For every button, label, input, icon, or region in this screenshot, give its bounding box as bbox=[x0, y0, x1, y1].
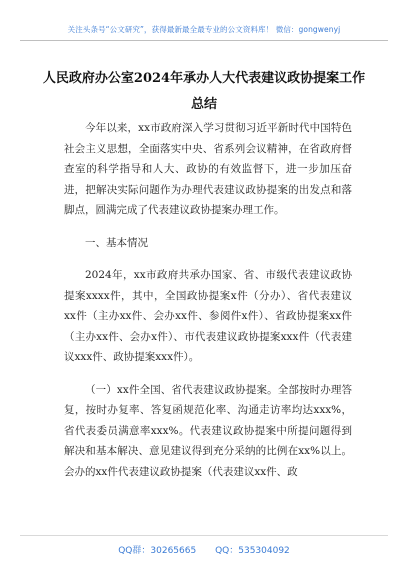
footer-divider bbox=[20, 535, 388, 536]
document-body bbox=[64, 118, 352, 482]
detail-paragraph: （一）xx件全国、省代表建议政协提案。全部按时办理答复，按时办复率、答复函规范化率、沟通走访率均达xxx%，省代表委员满意率xxx%。代表建议政协提案中所提问题得到解决和基本解决、意见建议得到充分采纳的比例在xx%以上。会办的xx件代表建议政协提案（代表建议xx件、政 bbox=[64, 383, 352, 478]
header-banner: 关注头条号“公文研究”，获得最新最全最专业的公文资料库！ 微信：gongwenyj bbox=[67, 25, 341, 34]
footer-qq: QQ：535304092 bbox=[215, 546, 290, 556]
section-heading: 一、基本情况 bbox=[85, 236, 148, 249]
spacer bbox=[64, 221, 352, 233]
footer bbox=[0, 543, 408, 556]
footer-qq-group: QQ群：30265665 bbox=[118, 546, 197, 556]
spacer bbox=[64, 253, 352, 265]
spacer bbox=[64, 368, 352, 380]
intro-paragraph: 今年以来，xx市政府深入学习贯彻习近平新时代中国特色社会主义思想，全面落实中央、省系列会议精神，在省政府督查室的科学指导和人大、政协的有效监督下，进一步加压奋进，把解决实际问题作为办理代表建议政协提案的出发点和落脚点，圆满完成了代表建议政协提案办理工作。 bbox=[64, 122, 352, 216]
header-divider bbox=[20, 40, 388, 41]
document-title: 人民政府办公室2024年承办人大代表建议政协提案工作总结 bbox=[42, 71, 366, 112]
overview-paragraph: 2024年，xx市政府共承办国家、省、市级代表建议政协提案xxxx件，其中，全国政协提案x件（分办）、省代表建议xx件（主办xx件、会办xx件、参阅件x件）、省政协提案xx件（主办xx件、会办x件）、市代表建议政协提案xxx件（代表建议xxx件、政协提案xxx件）。 bbox=[64, 269, 352, 363]
